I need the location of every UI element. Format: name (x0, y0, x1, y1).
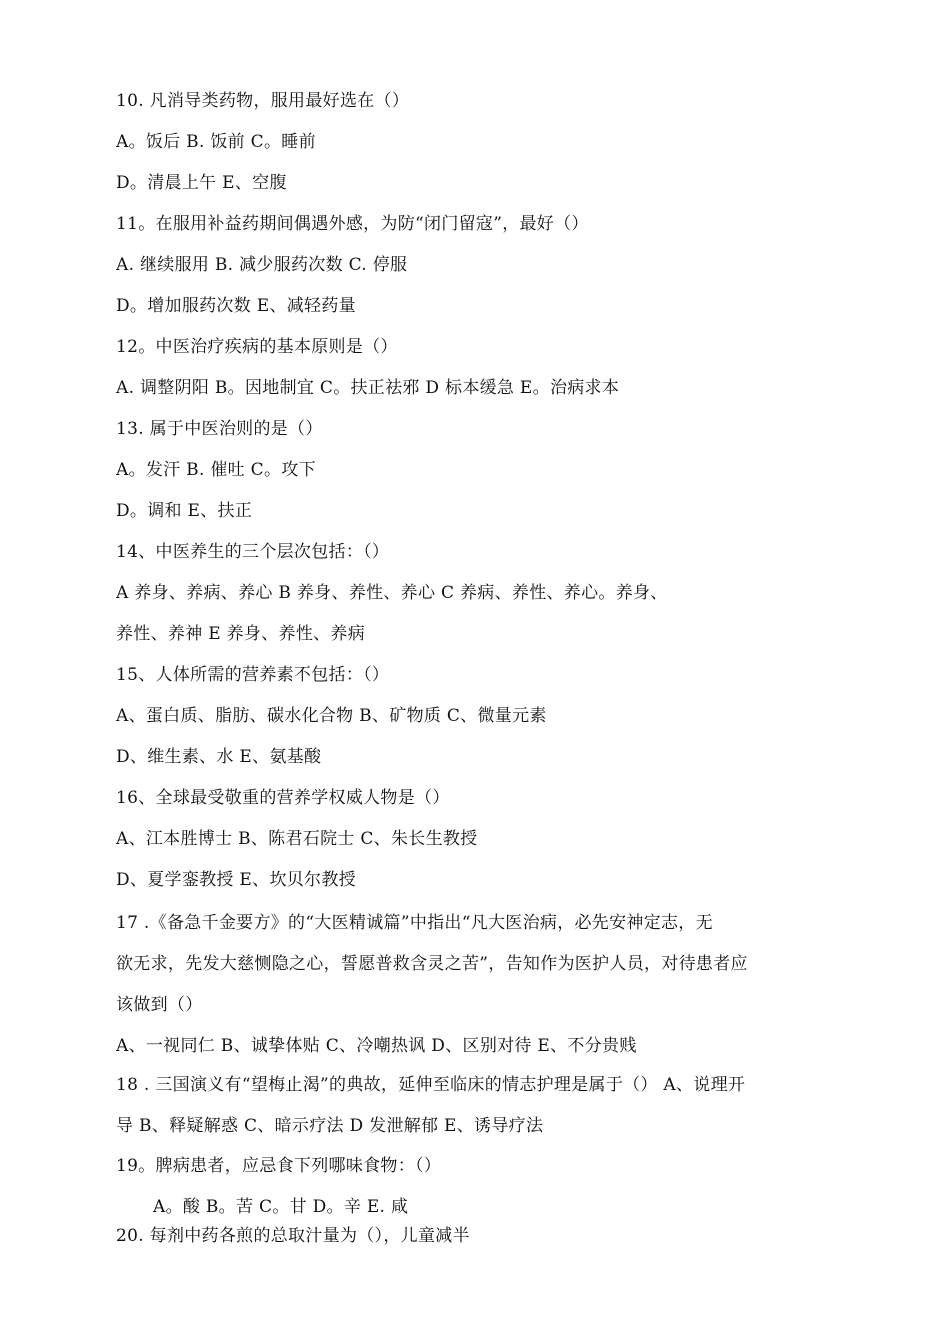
question-16-options-b: D、夏学銮教授 E、坎贝尔教授 (116, 870, 356, 890)
question-12-options: A. 调整阴阳 B。因地制宜 C。扶正祛邪 D 标本缓急 E。治病求本 (116, 378, 620, 398)
question-13-options-a: A。发汗 B. 催吐 C。攻下 (116, 460, 316, 480)
question-10-options-b: D。清晨上午 E、空腹 (116, 173, 287, 193)
question-10: 10. 凡消导类药物，服用最好选在（） (116, 91, 410, 111)
question-11: 11。在服用补益药期间偶遇外感，为防“闭门留寇”，最好（） (116, 214, 589, 234)
question-17-line-3: 该做到（） (116, 995, 203, 1015)
question-20: 20. 每剂中药各煎的总取汁量为（），儿童减半 (116, 1226, 470, 1246)
question-14-options-a: A 养身、养病、养心 B 养身、养性、养心 C 养病、养性、养心。养身、 (116, 583, 668, 603)
question-13-options-b: D。调和 E、扶正 (116, 501, 253, 521)
question-14-options-b: 养性、养神 E 养身、养性、养病 (116, 624, 366, 644)
question-17-line-1: 17 .《备急千金要方》的“大医精诚篇”中指出“凡大医治病，必先安神定志，无 (116, 913, 713, 933)
question-11-options-a: A. 继续服用 B. 减少服药次数 C. 停服 (116, 255, 408, 275)
question-16: 16、全球最受敬重的营养学权威人物是（） (116, 788, 450, 808)
question-17-line-2: 欲无求，先发大慈恻隐之心，誓愿普救含灵之苦”，告知作为医护人员，对待患者应 (116, 954, 748, 974)
question-15-options-b: D、维生素、水 E、氨基酸 (116, 747, 322, 767)
question-11-options-b: D。增加服药次数 E、减轻药量 (116, 296, 356, 316)
question-18-line-2: 导 B、释疑解惑 C、暗示疗法 D 发泄解郁 E、诱导疗法 (116, 1116, 544, 1136)
question-17-options: A、一视同仁 B、诚挚体贴 C、冷嘲热讽 D、区别对待 E、不分贵贱 (116, 1036, 637, 1056)
question-15: 15、人体所需的营养素不包括：（） (116, 665, 390, 685)
question-15-options-a: A、蛋白质、脂肪、碳水化合物 B、矿物质 C、微量元素 (116, 706, 547, 726)
question-12: 12。中医治疗疾病的基本原则是（） (116, 337, 398, 357)
question-18-line-1: 18 . 三国演义有“望梅止渴”的典故，延伸至临床的情志护理是属于（） A、说理开 (116, 1075, 746, 1095)
question-16-options-a: A、江本胜博士 B、陈君石院士 C、朱长生教授 (116, 829, 478, 849)
question-13: 13. 属于中医治则的是（） (116, 419, 323, 439)
question-14: 14、中医养生的三个层次包括：（） (116, 542, 390, 562)
question-10-options-a: A。饭后 B. 饭前 C。睡前 (116, 132, 316, 152)
question-19: 19。脾病患者，应忌食下列哪味食物：（） (116, 1156, 442, 1176)
question-19-options: A。酸 B。苦 C。甘 D。辛 E. 咸 (153, 1197, 409, 1217)
